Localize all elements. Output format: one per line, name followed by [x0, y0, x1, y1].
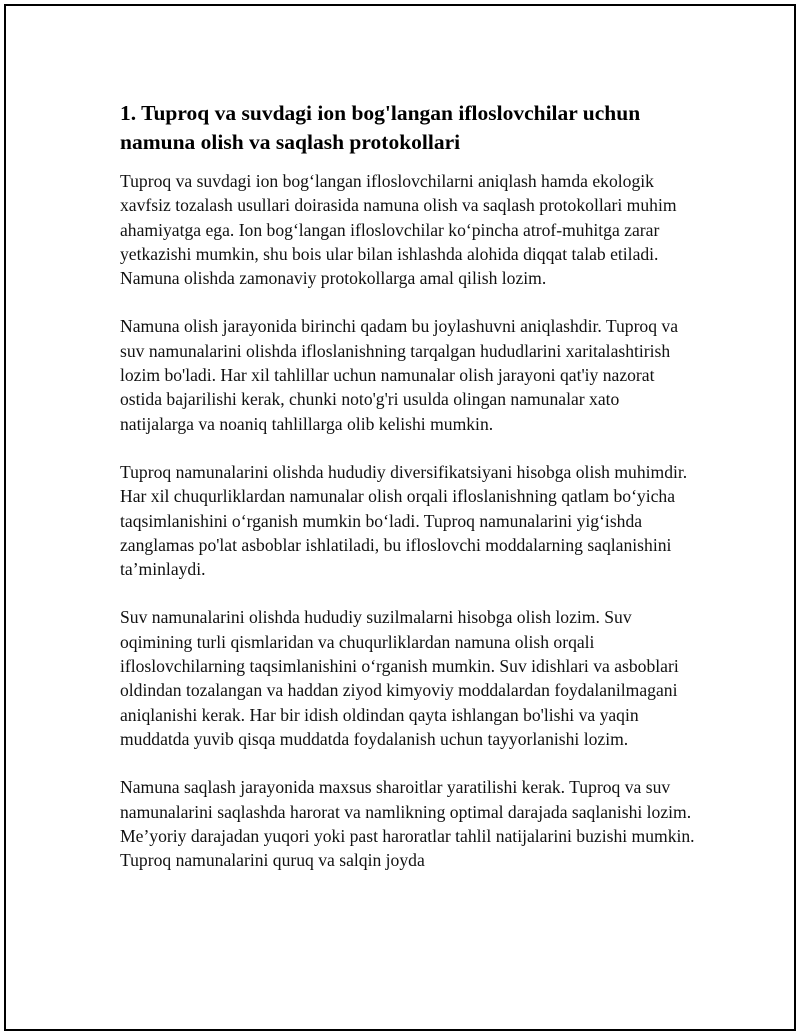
paragraph-5: Namuna saqlash jarayonida maxsus sharoitlar yaratilishi kerak. Tuproq va suv namunalarini saqlashda harorat va namlikning optimal darajada saqlanishi lozim. Me’yoriy darajadan yuqori yoki past haroratlar tahlil natijalarini buzishi mumkin. Tuproq namunalarini quruq va salqin joyda — [120, 777, 695, 871]
document-body — [120, 99, 695, 896]
paragraph-3: Tuproq namunalarini olishda hududiy diversifikatsiyani hisobga olish muhimdir. Har xil chuqurliklardan namunalar olish orqali ifloslanishning qatlam bo‘yicha taqsimlanishini o‘rganish mumkin bo‘ladi. Tuproq namunalarini yig‘ishda zanglamas po'lat asboblar ishlatiladi, bu ifloslovchi moddalarning saqlanishini ta’minlaydi. — [120, 461, 688, 580]
page-frame — [4, 4, 796, 1031]
paragraph-4: Suv namunalarini olishda hududiy suzilmalarni hisobga olish lozim. Suv oqimining turli qismlaridan va chuqurliklardan namuna olish orqali ifloslovchilarning taqsimlanishini o‘rganish mumkin. Suv idishlari va asboblari oldindan tozalangan va haddan ziyod kimyoviy moddalardan foydalanilmagani aniqlanishi kerak. Har bir idish oldindan qayta ishlangan bo'lishi va yaqin muddatda yuvib qisqa muddatda foydalanish uchun tayyorlanishi lozim. — [120, 607, 679, 749]
paragraph-2: Namuna olish jarayonida birinchi qadam bu joylashuvni aniqlashdir. Tuproq va suv namunalarini olishda ifloslanishning tarqalgan hududlarini xaritalashtirish lozim bo'ladi. Har xil tahlillar uchun namunalar olish jarayoni qat'iy nazorat ostida bajarilishi kerak, chunki noto'g'ri usulda olingan namunalar xato natijalarga va noaniq tahlillarga olib kelishi mumkin. — [120, 316, 679, 434]
paragraph-1: Tuproq va suvdagi ion bog‘langan ifloslovchilarni aniqlash hamda ekologik xavfsiz tozalash usullari doirasida namuna olish va saqlash protokollari muhim ahamiyatga ega. Ion bog‘langan ifloslovchilar ko‘pincha atrof-muhitga zarar yetkazishi mumkin, shu bois ular bilan ishlashda alohida diqqat talab etiladi. Namuna olishda zamonaviy protokollarga amal qilish lozim. — [120, 171, 677, 289]
section-heading: 1. Tuproq va suvdagi ion bog'langan ifloslovchilar uchun namuna olish va saqlash protokollari — [120, 101, 641, 154]
